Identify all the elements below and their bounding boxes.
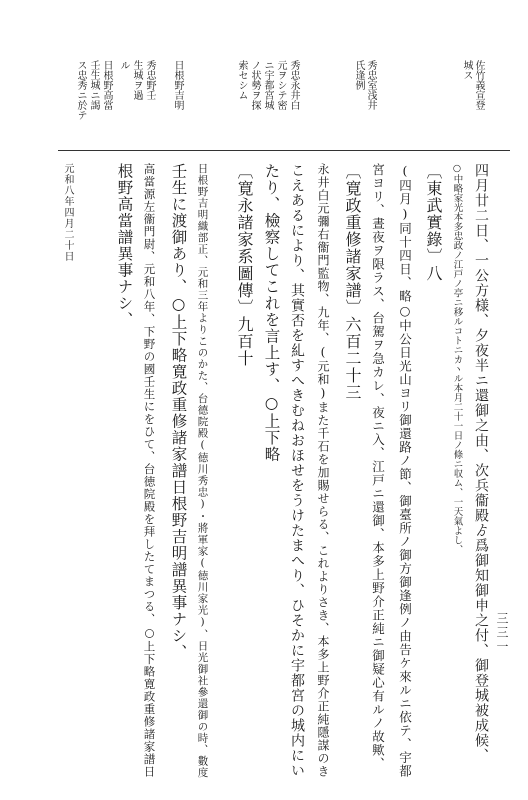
margin-note-4: 日根野吉明 [172,60,183,110]
page-number: 三三一 [495,612,509,654]
margin-note-2: 秀忠室浅井 氏逢例 [353,60,376,110]
margin-note-6: 日根野高當 壬生城ニ謁 ス忠秀ニ於テ [75,60,112,120]
text-column-5: 宮ヨリ、晝夜ヲ限ラス、台駕ヲ急カレ、夜ニ入、江戸ニ還御、本多上野介正純ニ御疑心有ルノ故歟、 [370,163,386,771]
margin-note-3: 秀忠永井白 元ヲシテ密 ニ宇都宮城 ノ状勢ヲ探 索セシム [236,60,299,110]
margin-note-5: 秀忠野壬 生城ヲ過 ル [118,60,155,100]
text-column-2-note: ○中略家光本多忠政ノ江戸ノ亭ニ移ルコトニカヽル本月二十一日ノ條ニ収ム、一天氣よし、 [451,163,463,554]
text-column-7: 永井白元彌右衞門監物、九年、(元和)また千石を加賜せらる、これよりさき、本多上野介正純隱謀のき [316,163,330,778]
text-column-9: たり、檢察してこれを言上す、○上下略 [262,163,281,463]
margin-note-1: 佐竹義宣登 城ス [461,60,484,110]
text-column-11: 日根野吉明織部正、元和三年よりこのかた、台德院殿(徳川秀忠)・將軍家(徳川家光)、日光御社參還御の時、數度 [196,163,209,779]
heading-kanei-shokakeizuden: 〔寛永諸家系圖傳〕九百十 [235,163,254,367]
text-column-1: 四月廿二日、一公方様、夕夜半ニ還御之由、次兵衞殿ゟ爲御知御申之付、御登城被成候、 [473,163,489,763]
date-footer: 元和八年四月二十日 [62,163,73,262]
heading-toubu-jitsuroku: 〔東武實錄〕八 [424,163,443,282]
heading-kansei-choshu-shokafu: 〔寛政重修諸家譜〕六百二十三 [343,163,362,401]
header-rule [58,150,510,151]
text-column-12: 壬生に渡御あり、○上下略寛政重修諸家譜日根野吉明譜異事ナシ、 [169,163,188,661]
text-column-8: こえあるにより、其實否を糺すへきむねおほせをうけたまへり、ひそかに宇都宮の城内にい [289,163,305,778]
text-column-14: 根野高當譜異事ナシ、 [115,163,134,328]
text-column-13: 高當源左衞門尉、元和八年、下野の國壬生にをひて、台徳院殿を拜したてまつる、○上下略寛政重修諸家譜日 [142,163,157,778]
text-column-4: (四月)同十四日、略○中公日光山ヨリ御還路ノ節、御臺所ノ御方御逢例ノ由告ケ來ルニ依テ、宇都 [397,163,413,778]
